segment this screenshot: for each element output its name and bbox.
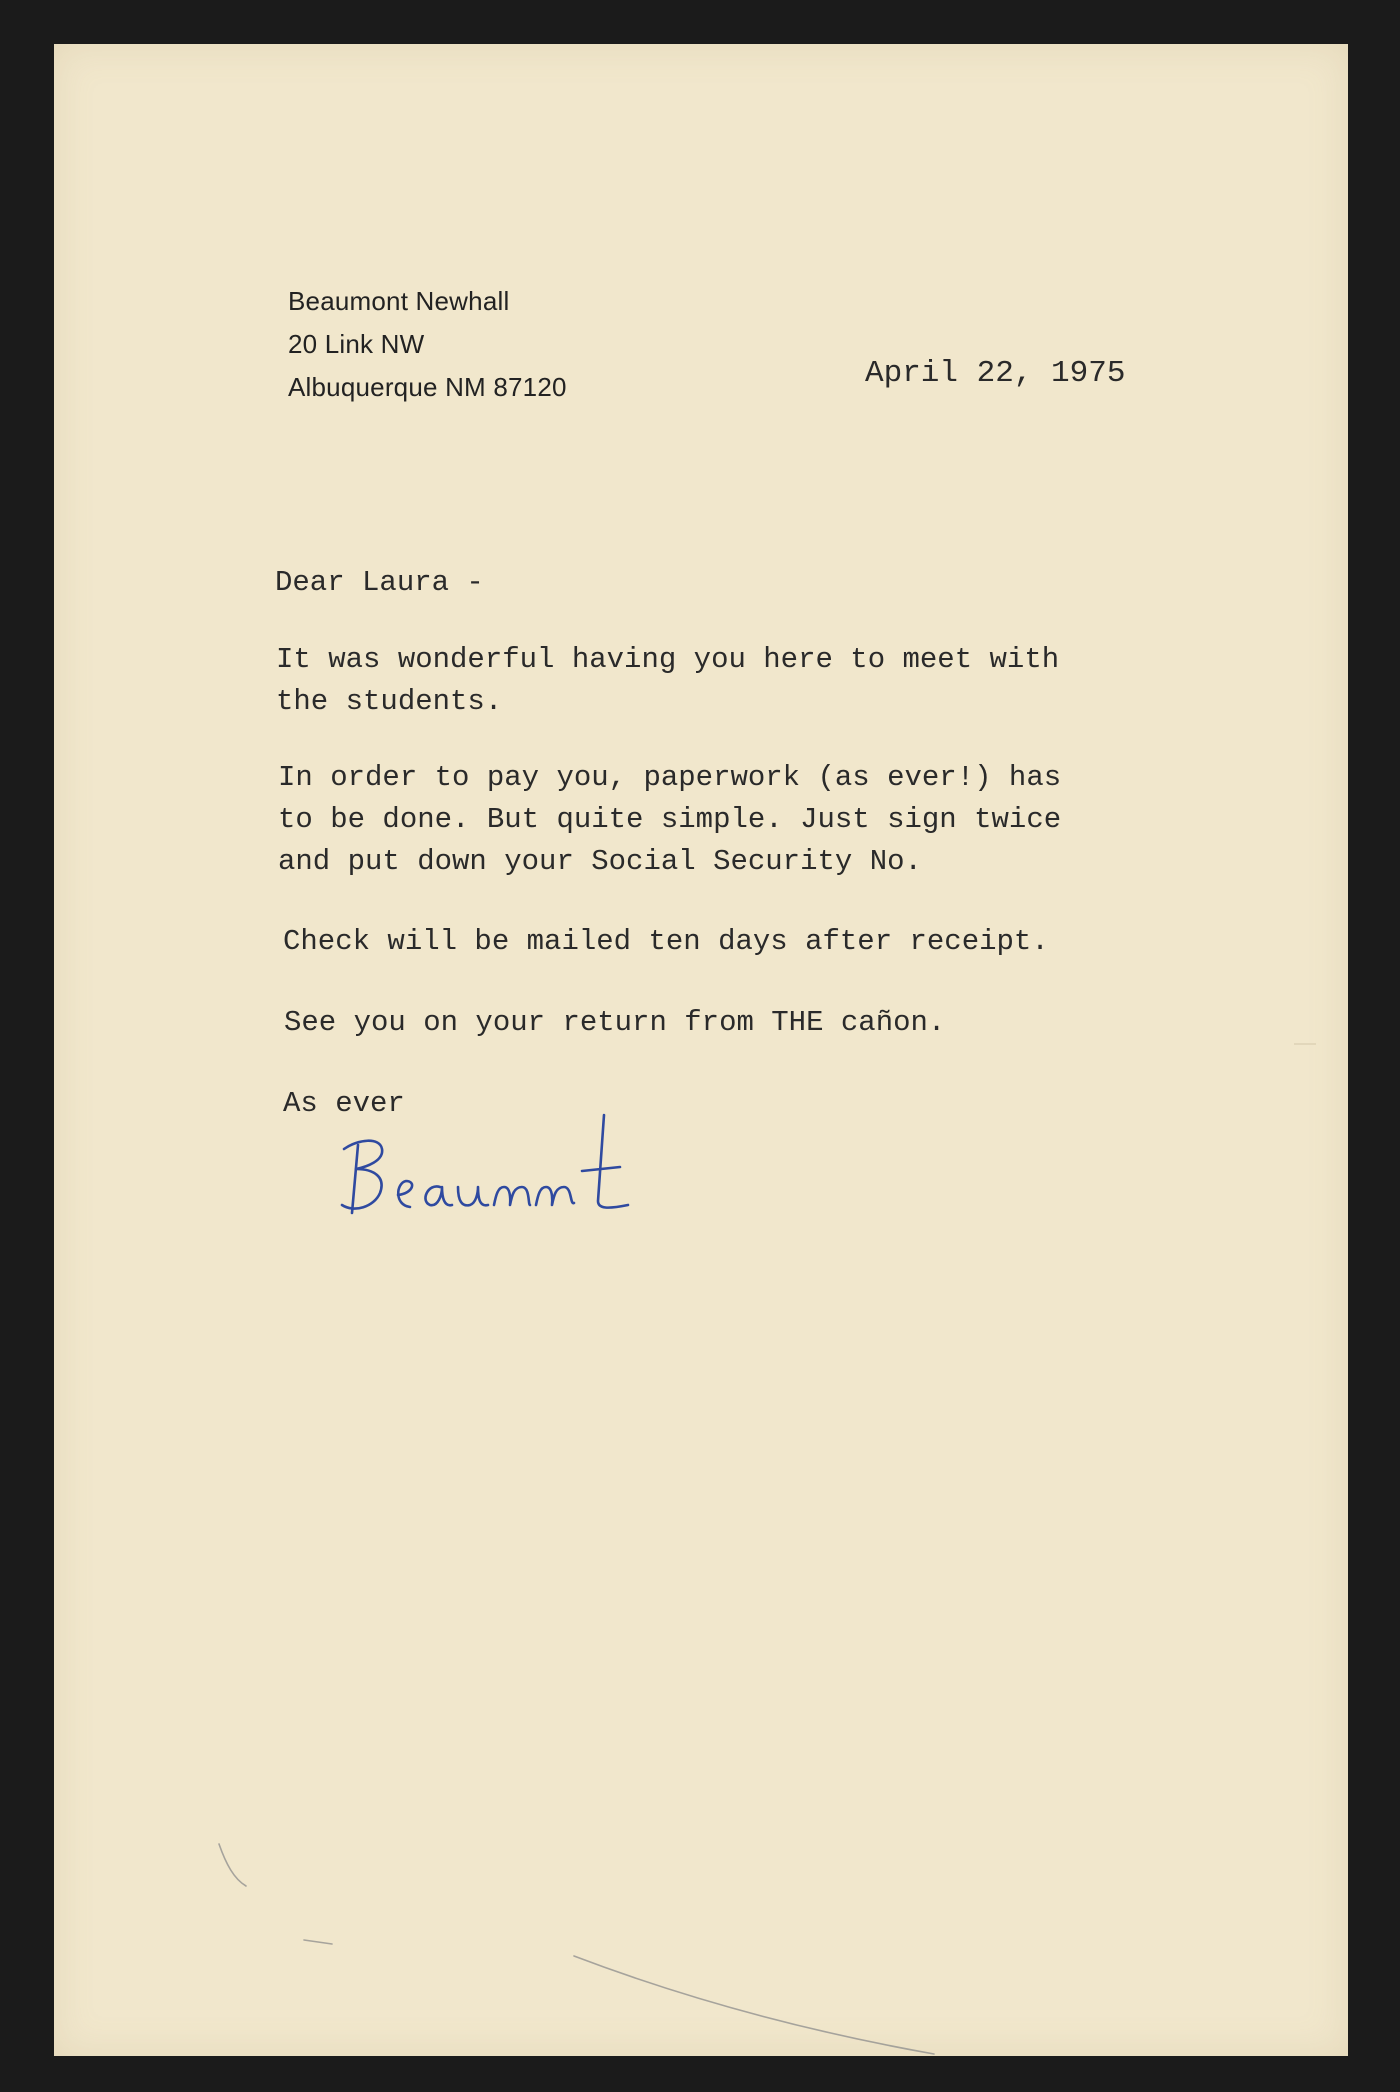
paragraph-2-line: and put down your Social Security No. — [278, 845, 922, 878]
handwritten-signature — [336, 1109, 696, 1239]
paragraph-4: See you on your return from THE cañon. — [284, 1006, 946, 1039]
paragraph-2 — [278, 757, 1061, 883]
letterhead — [288, 280, 567, 409]
paragraph-1-line: the students. — [276, 685, 503, 718]
letter-date: April 22, 1975 — [865, 356, 1126, 391]
sender-city: Albuquerque NM 87120 — [288, 372, 567, 402]
closing: As ever — [283, 1087, 405, 1120]
sender-street: 20 Link NW — [288, 329, 425, 359]
paragraph-1 — [276, 639, 1059, 723]
paragraph-3: Check will be mailed ten days after receipt. — [283, 925, 1049, 958]
paragraph-1-line: It was wonderful having you here to meet with — [276, 643, 1060, 676]
salutation: Dear Laura - — [275, 566, 484, 599]
sender-name: Beaumont Newhall — [288, 286, 510, 316]
paper-scuff-marks — [54, 44, 1348, 2056]
paragraph-2-line: In order to pay you, paperwork (as ever!) has — [278, 761, 1062, 794]
letter-page — [54, 44, 1348, 2056]
paragraph-2-line: to be done. But quite simple. Just sign twice — [278, 803, 1062, 836]
